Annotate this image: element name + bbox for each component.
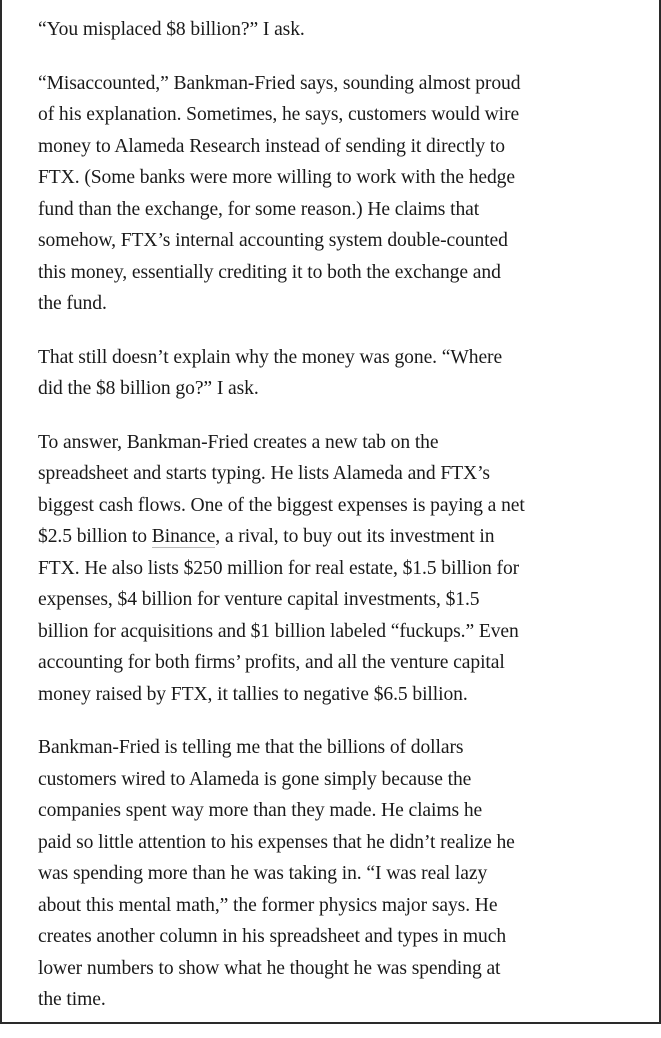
text-line: this money, essentially crediting it to both the exchange and xyxy=(38,261,501,283)
text-line: did the $8 billion go?” I ask. xyxy=(38,378,259,399)
text-line: To answer, Bankman-Fried creates a new tab on the xyxy=(38,431,439,453)
text-line: of his explanation. Sometimes, he says, customers would wire xyxy=(38,104,520,125)
paragraph-4 xyxy=(38,427,638,711)
text-line: money raised by FTX, it tallies to negative $6.5 billion. xyxy=(38,683,468,705)
text-line: lower numbers to show what he thought he was spending at xyxy=(38,957,501,979)
text-line: the fund. xyxy=(38,293,107,314)
text-line: companies spent way more than they made. He claims he xyxy=(38,800,483,821)
text-line: fund than the exchange, for some reason.) He claims that xyxy=(38,198,480,220)
text-line: Bankman-Fried is telling me that the billions of dollars xyxy=(38,737,464,758)
text-line: FTX. He also lists $250 million for real estate, $1.5 billion for xyxy=(38,557,520,579)
text-line: money to Alameda Research instead of sending it directly to xyxy=(38,135,505,157)
article-body xyxy=(38,14,638,1038)
text-line: about this mental math,” the former physics major says. He xyxy=(38,894,498,916)
paragraph-5 xyxy=(38,732,638,1016)
text-line: was spending more than he was taking in. “I was real lazy xyxy=(38,863,488,884)
text-line: billion for acquisitions and $1 billion labeled “fuckups.” Even xyxy=(38,620,519,642)
text-line: customers wired to Alameda is gone simply because the xyxy=(38,768,472,790)
text-line: That still doesn’t explain why the money was gone. “Where xyxy=(38,346,503,368)
text-line: the time. xyxy=(38,989,106,1010)
text-line: paid so little attention to his expenses that he didn’t realize he xyxy=(38,831,515,853)
text-line: FTX. (Some banks were more willing to work with the hedge xyxy=(38,167,515,188)
text-line: biggest cash flows. One of the biggest expenses is paying a net xyxy=(38,494,525,516)
text-line: “Misaccounted,” Bankman-Fried says, sounding almost proud xyxy=(38,72,521,94)
text-line: spreadsheet and starts typing. He lists Alameda and FTX’s xyxy=(38,463,490,484)
paragraph-2 xyxy=(38,68,638,320)
text-line: somehow, FTX’s internal accounting system double-counted xyxy=(38,230,508,251)
paragraph-1 xyxy=(38,14,638,46)
text-segment: , a rival, to buy out its investment in xyxy=(215,526,495,547)
text-segment: $2.5 billion to xyxy=(38,526,152,547)
text-line-with-link xyxy=(38,521,638,553)
binance-link[interactable]: Binance xyxy=(151,526,216,547)
text-line: accounting for both firms’ profits, and all the venture capital xyxy=(38,652,505,673)
text-line: “You misplaced $8 billion?” I ask. xyxy=(38,19,305,40)
paragraph-3 xyxy=(38,342,638,405)
text-line: expenses, $4 billion for venture capital investments, $1.5 xyxy=(38,589,480,610)
text-line: creates another column in his spreadsheet and types in much xyxy=(38,926,507,947)
